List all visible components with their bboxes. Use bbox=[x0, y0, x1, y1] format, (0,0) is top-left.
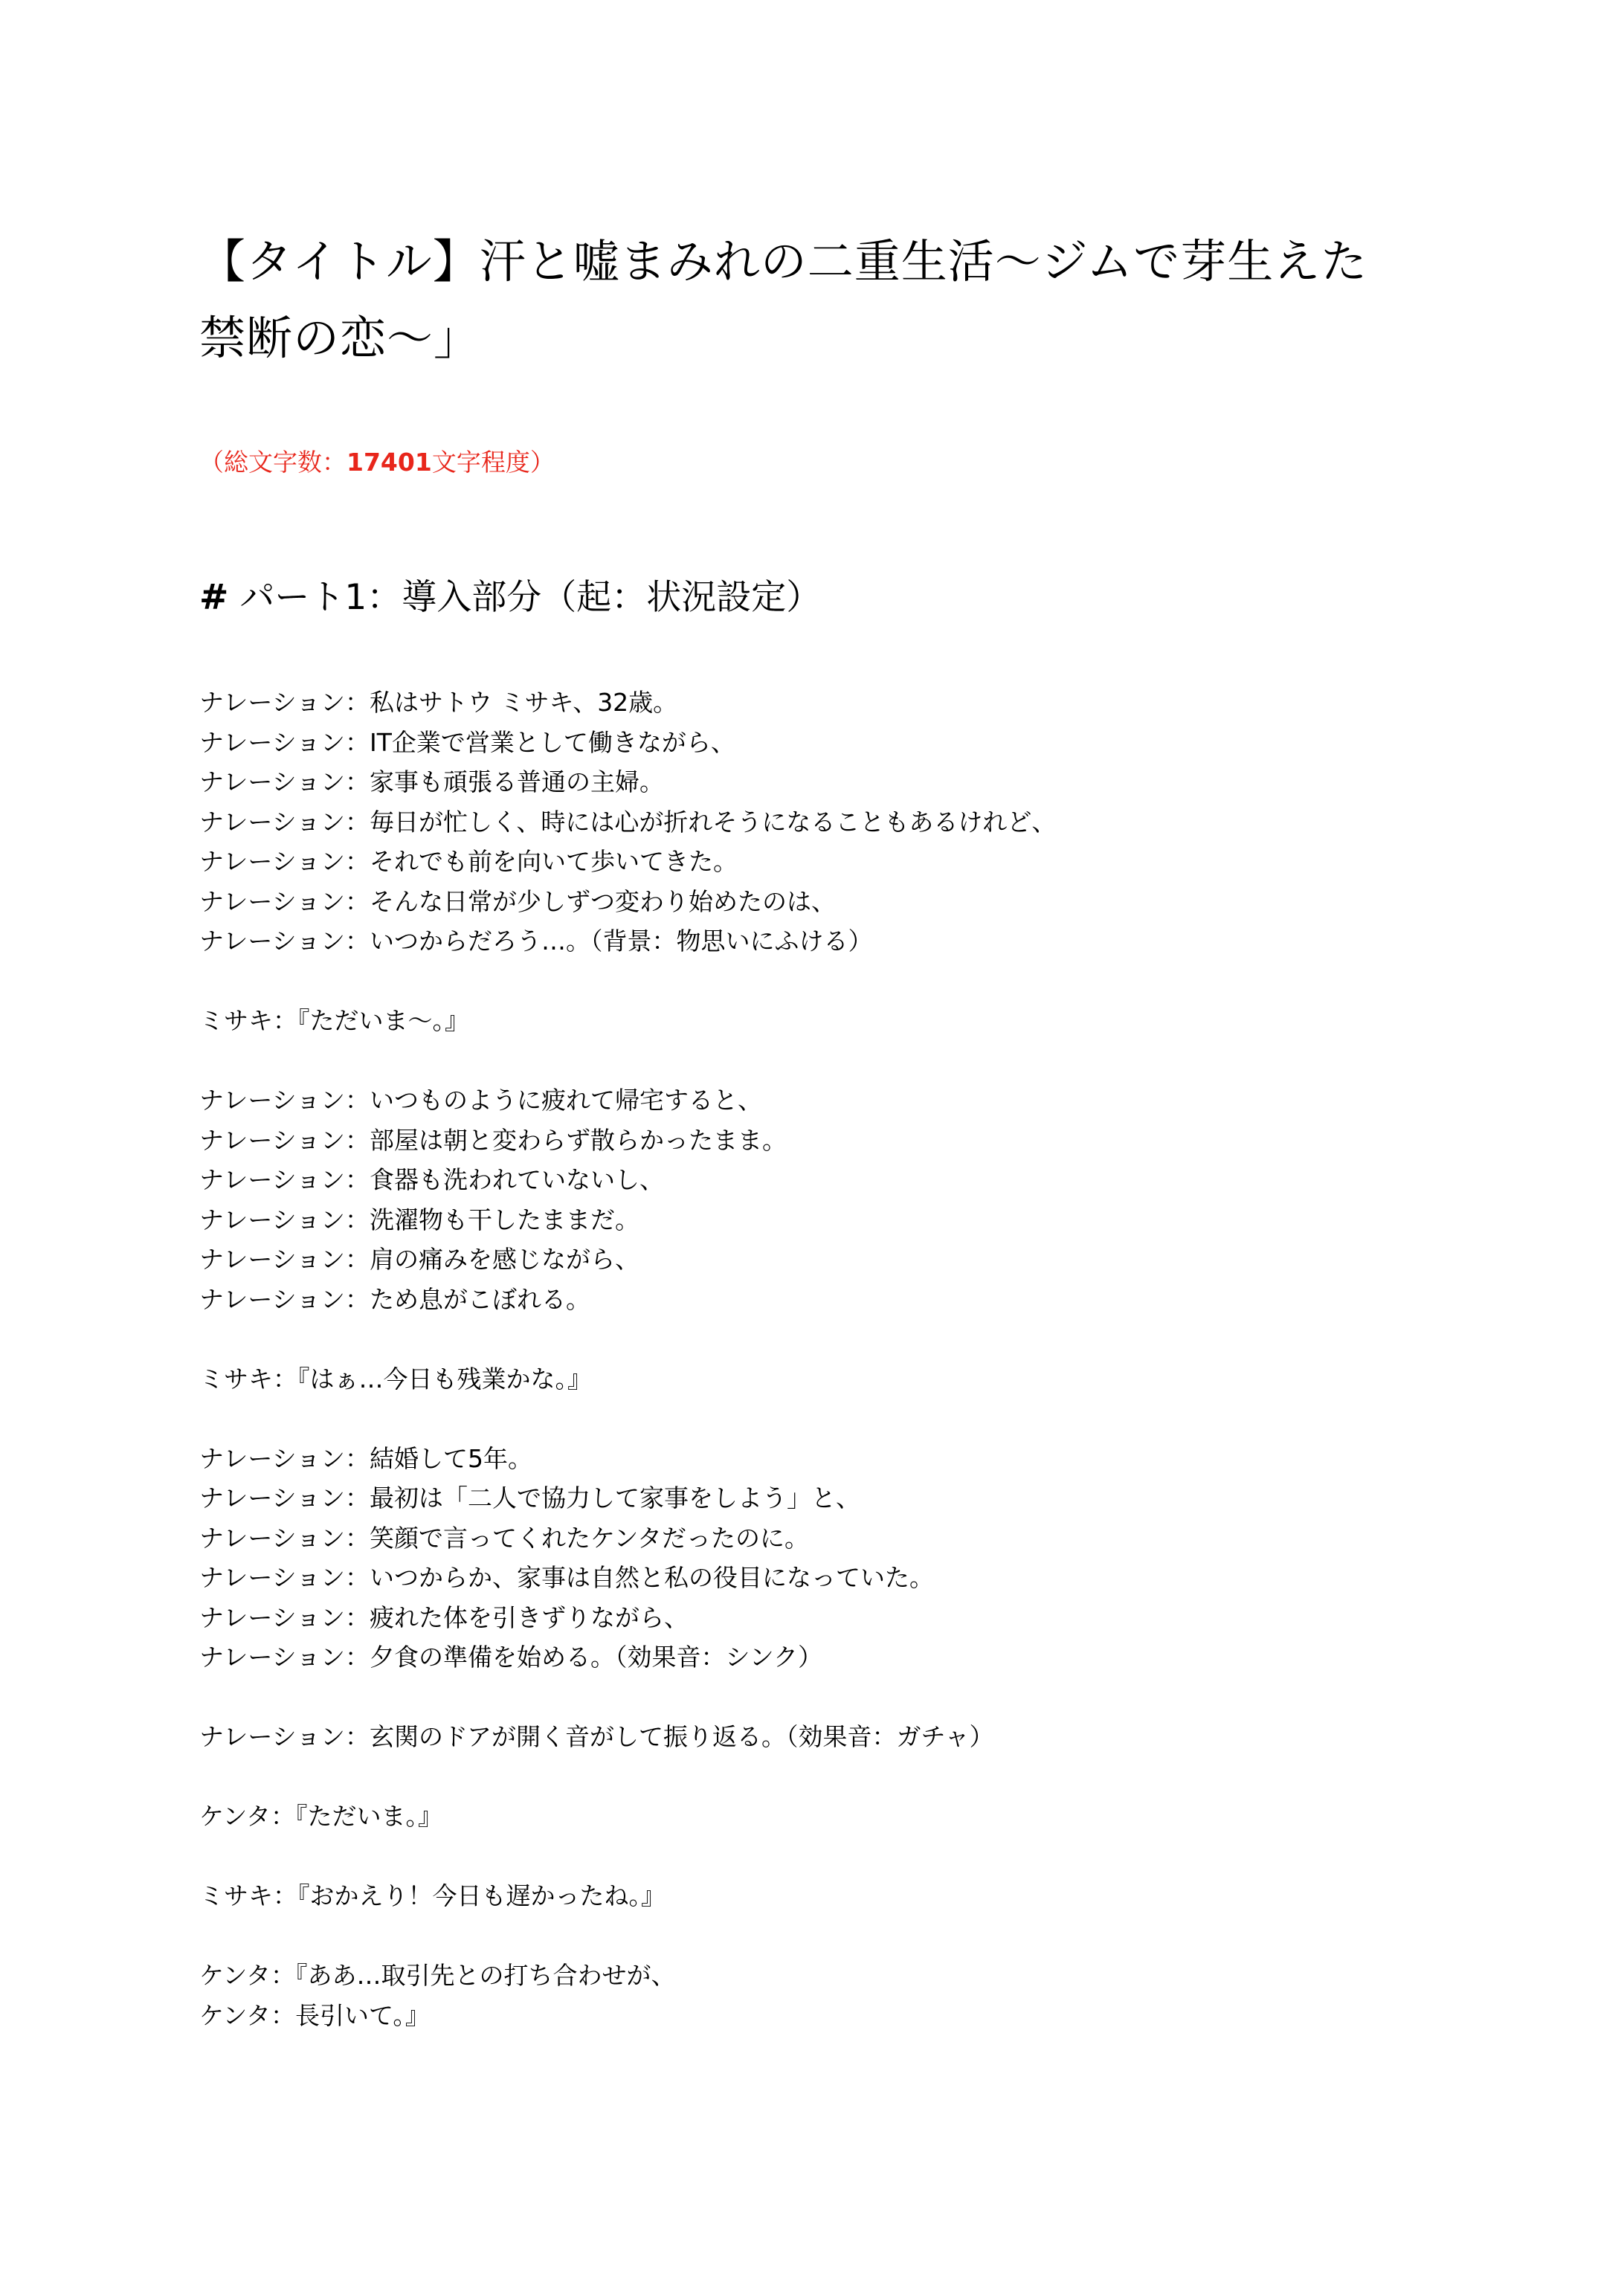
script-line: ナレーション：笑顔で言ってくれたケンタだったのに。 bbox=[199, 1523, 810, 1553]
script-line: ナレーション：肩の痛みを感じながら、 bbox=[199, 1245, 640, 1274]
script-line: ナレーション：毎日が忙しく、時には心が折れそうになることもあるけれど、 bbox=[199, 807, 1057, 837]
blank-line bbox=[199, 1041, 1463, 1081]
script-line: ナレーション：いつものように疲れて帰宅すると、 bbox=[199, 1086, 763, 1115]
document-page bbox=[199, 0, 1463, 2294]
script-line: ケンタ：『ただいま。』 bbox=[199, 1802, 443, 1831]
script-line: ナレーション：部屋は朝と変わらず散らかったまま。 bbox=[199, 1125, 787, 1155]
script-line: ナレーション：いつからか、家事は自然と私の役目になっていた。 bbox=[199, 1563, 935, 1592]
script-line: ナレーション：洗濯物も干したままだ。 bbox=[199, 1205, 640, 1234]
script-line: ナレーション：私はサトウ ミサキ、32歳。 bbox=[199, 688, 678, 717]
script-line: ナレーション：食器も洗われていないし、 bbox=[199, 1165, 665, 1194]
script-line: ナレーション：夕食の準備を始める。（効果音：シンク） bbox=[199, 1643, 823, 1672]
char-count-suffix: 文字程度） bbox=[431, 448, 555, 477]
script-line: ナレーション：家事も頑張る普通の主婦。 bbox=[199, 767, 665, 796]
heading-hash: # bbox=[199, 577, 229, 618]
blank-line bbox=[199, 1916, 1463, 1956]
script-line: ナレーション：いつからだろう…。（背景：物思いにふける） bbox=[199, 927, 873, 956]
script-line: ミサキ：『ただいま～。』 bbox=[199, 1006, 469, 1035]
char-count-note bbox=[199, 446, 555, 479]
title-line-2: 禁断の恋～」 bbox=[199, 311, 481, 365]
char-count-number: 17401 bbox=[347, 448, 432, 477]
script-line: ナレーション：IT企業で営業として働きながら、 bbox=[199, 727, 735, 757]
blank-line bbox=[199, 961, 1463, 1002]
section-heading bbox=[199, 574, 821, 622]
script-line: ナレーション：そんな日常が少しずつ変わり始めたのは、 bbox=[199, 886, 837, 916]
char-count-prefix: （総文字数： bbox=[199, 448, 347, 477]
script-line: ナレーション：ため息がこぼれる。 bbox=[199, 1284, 591, 1314]
script-line: ナレーション：それでも前を向いて歩いてきた。 bbox=[199, 847, 738, 876]
blank-line bbox=[199, 1757, 1463, 1797]
script-line: ナレーション：最初は「二人で協力して家事をしよう」と、 bbox=[199, 1483, 861, 1512]
blank-line bbox=[199, 1678, 1463, 1718]
blank-line bbox=[199, 1399, 1463, 1439]
script-line: ミサキ：『おかえり！今日も遅かったね。』 bbox=[199, 1881, 666, 1910]
heading-text: パート1：導入部分（起：状況設定） bbox=[228, 577, 822, 618]
script-line: ケンタ：長引いて。』 bbox=[199, 2000, 430, 2030]
blank-line bbox=[199, 1837, 1463, 1877]
blank-line bbox=[199, 1319, 1463, 1359]
script-line: ナレーション：玄関のドアが開く音がして振り返る。（効果音：ガチャ） bbox=[199, 1722, 994, 1751]
script-line: ミサキ：『はぁ…今日も残業かな。』 bbox=[199, 1364, 592, 1394]
document-title bbox=[199, 223, 1463, 376]
script-body bbox=[199, 683, 1463, 2035]
script-line: ナレーション：結婚して5年。 bbox=[199, 1443, 533, 1473]
title-line-1: 【タイトル】汗と嘘まみれの二重生活～ジムで芽生えた bbox=[199, 234, 1368, 289]
script-line: ケンタ：『ああ…取引先との打ち合わせが、 bbox=[199, 1961, 676, 1990]
script-line: ナレーション：疲れた体を引きずりながら、 bbox=[199, 1602, 689, 1632]
